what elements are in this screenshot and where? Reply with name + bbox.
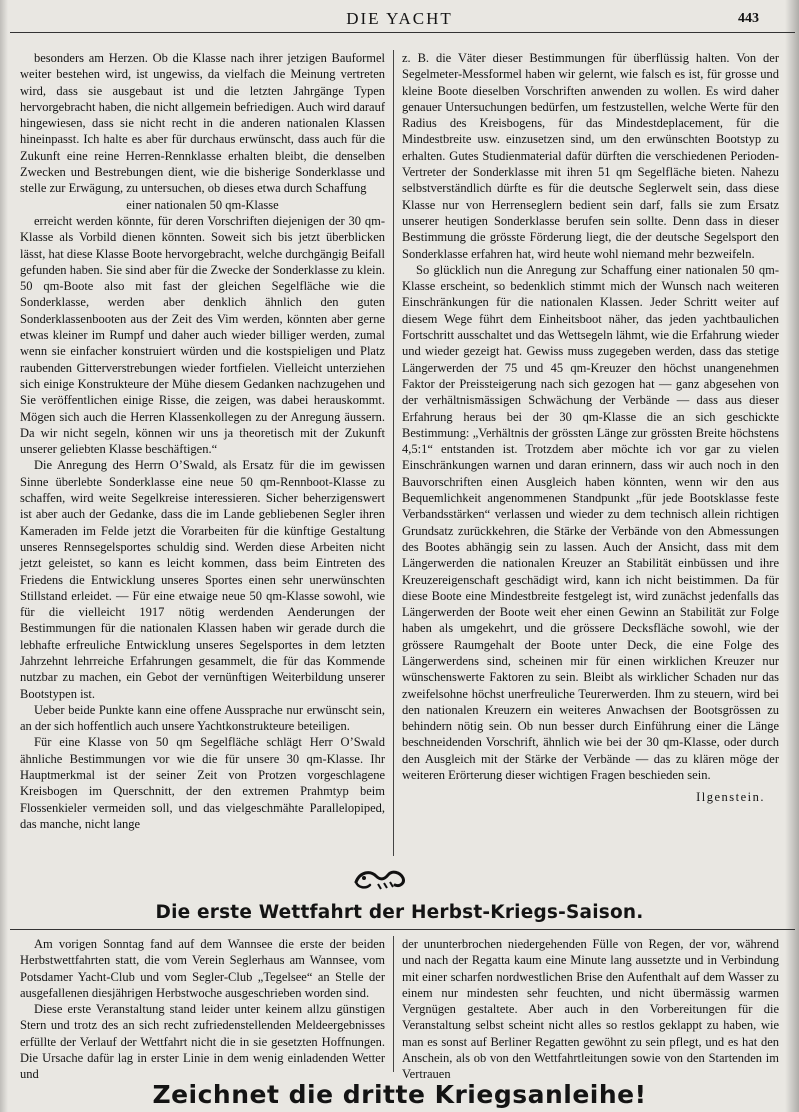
page-number: 443 bbox=[738, 11, 759, 26]
running-header bbox=[0, 9, 799, 31]
war-bond-slogan: Zeichnet die dritte Kriegsanleihe! bbox=[152, 1080, 647, 1109]
page-edge-shadow-left bbox=[0, 0, 8, 1112]
column-lower-right bbox=[402, 936, 779, 1083]
column-divider-upper bbox=[393, 50, 394, 856]
paragraph: So glücklich nun die Anregung zur Schaffung einer nationalen 50 qm-Klasse erscheint, so bedenklich stimmt mich der Wunsch nach weiteren Einschränkungen für die nationalen Klassen. Jeder Schritt weiter auf diesem Wege führt dem Einheitsboot näher, das jeden yachtbaulichen Fortschritt ausschaltet und das Wettsegeln lähmt, wie die Erfahrung wieder und wieder gezeigt hat. Gewiss muss zugegeben werden, dass das stetige Längerwerden der 75 und 45 qm-Kreuzer den höchst unangenehmen Faktor der Preissteigerung nach sich gezogen hat — ganz abgesehen von der verhältnismässigen Schwächung der Verbände — dass aus dieser Erfahrung heraus bei der 30 qm-Klasse die an sich geschickte Bestimmung: „Verhältnis der grössten Länge zur grössten Breite höchstens 4,5:1“ entstanden ist. Trotzdem aber möchte ich vor gar zu vielen Einschränkungen warnen und daran erinnern, dass wir auch noch in den Bauvorschriften einen Ausgleich haben könnten, wenn wir den aus Bequemlichkeit angenommenen Standpunkt „für jede Bootsklasse feste Verbandsstärken“ verlassen und wieder zu dem technisch allein richtigen Grundsatz zurückkehren, die Stärke der Verbände von den Abmessungen des Bootes abhängig sein zu lassen. Auch der Ansicht, dass mit dem Längerwerden die nationalen Kreuzer an Stabilität einbüssen und ihre Kreuzereigenschaft geschädigt wird, kann ich nicht beistimmen. Da für diese Boote eine Mindestbreite festgelegt ist, wird zunächst jedenfalls das Längerwerden der Boote weit eher einen Gewinn an Stabilität zur Folge haben als umgekehrt, und die grössere Decksfläche sowohl, wie der grössere Raumgehalt der Boote unter Deck, die eine Folge des Längerwerdens sind, scheinen mir für einen wirklichen Kreuzer nur wünschenswerte Faktoren zu sein. Bleibt als wirklicher Schaden nur das zweifelsohne höchst unerfreuliche Teurerwerden. Ihm zu steuern, wird bei den nationalen Kreuzern ein weiteres Anwachsen der Bootsgrössen zu behindern nötig sein. Ob nun besser durch Einführung einer die Länge beschneidenden Vorschrift, ähnlich wie bei der 30 qm-Klasse, oder durch den Ausgleich mit der Stärke der Verbände — das zu klären möge der weiteren Erörterung dieser wichtigen Fragen beschieden sein. bbox=[402, 262, 779, 783]
paragraph: besonders am Herzen. Ob die Klasse nach ihrer jetzigen Bauformel weiter bestehen wird, ist ungewiss, da vielfach die Meinung vertreten wird, dass sie ausgebaut ist und die letzten Jahrgänge Typen hervorgebracht haben, die nicht allgemein befriedigen. Auch wird darauf hingewiesen, dass sie nicht recht in die anderen nationalen Klassen hineinpasst. Ich halte es aber für durchaus erwünscht, dass auch für die Zukunft eine reine Herren-Rennklasse erhalten bleibt, die denselben Zwecken und Bestrebungen dient, wie die bisherige Sonderklasse und stelle zur Erwägung, zu untersuchen, ob dieses etwa durch Schaffung bbox=[20, 51, 385, 196]
column-divider-lower bbox=[393, 936, 394, 1072]
column-upper-left bbox=[20, 50, 385, 832]
title-rule bbox=[10, 929, 795, 930]
paragraph: Die Anregung des Herrn O’Swald, als Ersatz für die im gewissen Sinne überlebte Sonderklasse eine neue 50 qm-Rennboot-Klasse zu schaffen, wird weite Segelkreise interessieren. Sicher beherzigenswert ist aber auch der Gedanke, dass die im Lande gebliebenen Segler ihren Kameraden im Felde jetzt die Vorarbeiten für die künftige Gestaltung unseres Rennsegelsportes schuldig sind. Werden diese Arbeiten nicht jetzt geleistet, so kann es leicht kommen, dass beim Eintreten des Friedens die Entwicklung unseres Sportes einen sehr unerwünschten Stillstand erleidet. — Für eine etwaige neue 50 qm-Klasse sowohl, wie für die vielleicht 1917 nötig werdenden Aenderungen der Bestimmungen für die nationalen Klassen haben wir gerade durch die lebhafte erfreuliche Entwicklung unseres Segelsportes in dem letzten Jahrzehnt lehrreiche Erfahrungen gesammelt, die für das Kommende nutzbar zu machen, ein Gebot der vernünftigen Weiterbildung unserer Bootstypen ist. bbox=[20, 458, 385, 701]
column-lower-left bbox=[20, 936, 385, 1083]
paragraph: Ueber beide Punkte kann eine offene Aussprache nur erwünscht sein, an der sich hoffentlich auch unsere Yachtkonstrukteure beteiligen. bbox=[20, 702, 385, 734]
paragraph: Diese erste Veranstaltung stand leider unter keinem allzu günstigen Stern und trotz des an sich recht zufriedenstellenden Meldeergebnisses erfüllte der Verlauf der Wettfahrt nicht die in sie gesetzten Hoffnungen. Die Ursache dafür lag in erster Linie in dem wenig einladenden Wetter und bbox=[20, 1002, 385, 1082]
page-edge-shadow-right bbox=[785, 0, 799, 1112]
author-signature: Ilgenstein. bbox=[696, 790, 765, 805]
column-upper-right bbox=[402, 50, 779, 806]
paragraph: der ununterbrochen niedergehenden Fülle von Regen, der vor, während und nach der Regatta kaum eine Minute lang aussetzte und in Verbindung mit einer scharfen nordwestlichen Brise den Aufenthalt auf dem Wasser zu einem nur mindesten sehr feuchten, und nicht übermässig warmen Vergnügen gestaltete. Aber auch in den Vorbereitungen für die Veranstaltung selbst scheint nicht alles so restlos geklappt zu haben, wie man es sonst auf Berliner Regatten gewöhnt zu sein pflegt, und es hat den Anschein, als ob von den Wettfahrtleitungen sowie von den Startenden im Vertrauen bbox=[402, 937, 779, 1082]
paragraph: z. B. die Väter dieser Bestimmungen für überflüssig halten. Von der Segelmeter-Messformel haben wir gelernt, wie falsch es ist, für grosse und kleine Boote dieselben Vorschriften anwenden zu wollen. Es wird daher genauer Untersuchungen bedürfen, um festzustellen, welche Werte für den Radius des Kreisbogens, für das Mindestdeplacement, für die Mindestbreite usw. einzusetzen sind, um den erwünschten Bootstyp zu erhalten. Gutes Studienmaterial dafür dürften die verschiedenen Perioden-Vertreter der Sonderklasse mit ihren 51 qm Segelfläche bieten. Nahezu selbstverständlich dürfte es für die deutsche Seglerwelt sein, dass diese Klasse nur von Herrenseglern bedient sein darf, falls sie zum Ersatz unserer heutigen Sonderklasse berufen sein sollte. Denn dass in dieser Bestimmung die grösste Förderung liegt, die der deutsche Segelsport den Sonderklasse erfahren hat, wird heute wohl niemand mehr bezweifeln. bbox=[402, 51, 779, 261]
article-title: Die erste Wettfahrt der Herbst-Kriegs-Saison. bbox=[155, 902, 644, 923]
journal-title: DIE YACHT bbox=[346, 9, 453, 28]
section-subheading: einer nationalen 50 qm-Klasse bbox=[126, 197, 279, 212]
paragraph: erreicht werden könnte, für deren Vorschriften diejenigen der 30 qm-Klasse als Vorbild dienen könnten. Soweit sich bis jetzt überblicken lässt, hat diese Klasse Boote hervorgebracht, welche durchgängig Beifall gefunden haben. Sie sind aber für die Zwecke der Sonderklasse zu klein. 50 qm-Boote also mit fast der gleichen Segelfläche wie die Sonderklasse, werden aber denklich ähnlich den guten Sonderklassenbooten aus der Zeit des Vim werden, könnten aber gerne etwas kleiner im Rumpf und daher auch wieder billiger werden, zumal wenn sie einfacher konstruiert würden und die kostspieligen und Platz raubenden Gitterverstrebungen wieder fortfielen. Vielleicht unterziehen sich einige Konstrukteure der Mühe diesem Gedanken nachzugehen und Sie veröffentlichen einige Risse, die zeigen, was dabei herauskommt. Mögen sich auch die Herren Klassenkollegen zu der Anregung äussern. Da wir nicht segeln, können wir uns ja theoretisch mit der Zukunft unserer geliebten Klasse beschäftigen.“ bbox=[20, 213, 385, 457]
header-rule bbox=[10, 32, 795, 33]
seahorse-ornament-icon bbox=[350, 866, 410, 892]
paragraph: Für eine Klasse von 50 qm Segelfläche schlägt Herr O’Swald ähnliche Bestimmungen vor wie die für unsere 30 qm-Klasse. Ihr Hauptmerkmal ist der seiner Zeit von Protzen vorgeschlagene Kreisbogen im Querschnitt, der den extremen Prahmtyp beim Flossenkieler vermeiden soll, und das vielgeschmähte Parallelopiped, das manche, nicht lange bbox=[20, 735, 385, 831]
paragraph: Am vorigen Sonntag fand auf dem Wannsee die erste der beiden Herbstwettfahrten statt, die vom Verein Seglerhaus am Wannsee, vom Potsdamer Yacht-Club und vom Segler-Club „Tegelsee“ an Stelle der ausgefallenen diesjährigen Herbstwoche ausgeschrieben worden sind. bbox=[20, 937, 385, 1000]
